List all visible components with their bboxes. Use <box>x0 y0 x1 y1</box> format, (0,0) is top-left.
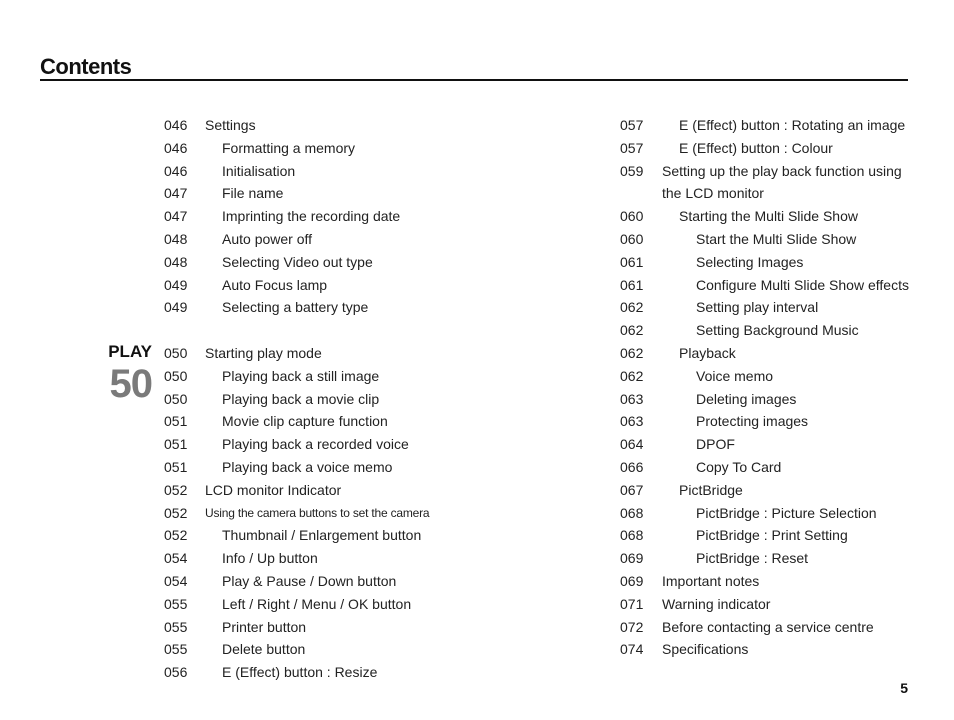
toc-entry[interactable] <box>620 160 920 183</box>
toc-entry[interactable] <box>164 296 584 319</box>
toc-entry-title: E (Effect) button : Rotating an image <box>679 117 906 133</box>
toc-entry-page: 050 <box>164 390 188 407</box>
toc-entry-title: Initialisation <box>222 162 296 179</box>
toc-entry[interactable] <box>620 205 920 228</box>
page-title: Contents <box>40 54 132 79</box>
toc-entry-page: 047 <box>164 185 188 202</box>
toc-entry-title: PictBridge : Reset <box>696 550 809 567</box>
toc-entry-page: 046 <box>164 162 188 179</box>
toc-entry[interactable] <box>620 251 920 274</box>
toc-entry-title: Deleting images <box>696 390 797 407</box>
toc-entry-page: 062 <box>620 367 644 384</box>
toc-entry-title: Playing back a voice memo <box>222 458 393 475</box>
toc-entry-title: Important notes <box>662 572 760 589</box>
toc-entry-title: Copy To Card <box>696 458 782 475</box>
toc-entry[interactable] <box>164 502 584 525</box>
toc-entry-title: Specifications <box>662 641 749 658</box>
toc-entry-page: 048 <box>164 230 188 247</box>
toc-entry-title: Delete button <box>222 641 306 658</box>
page-number: 5 <box>900 680 908 696</box>
toc-entry-page: 057 <box>620 139 644 156</box>
toc-entry-page: 055 <box>164 641 188 658</box>
toc-entry-title: Info / Up button <box>222 550 318 567</box>
toc-entry-page: 051 <box>164 458 188 475</box>
toc-entry-page: 061 <box>620 276 644 293</box>
toc-entry-page: 066 <box>620 458 644 475</box>
toc-entry-title: PictBridge : Print Setting <box>696 527 848 544</box>
toc-entry[interactable] <box>164 388 584 411</box>
toc-entry[interactable] <box>164 251 584 274</box>
toc-entry-page: 059 <box>620 162 644 179</box>
toc-entry[interactable] <box>620 410 920 433</box>
toc-entry[interactable] <box>620 182 920 205</box>
toc-entry[interactable] <box>620 593 920 616</box>
toc-entry[interactable] <box>164 182 584 205</box>
toc-entry-title: LCD monitor Indicator <box>205 481 342 498</box>
toc-entry-title: Printer button <box>222 618 307 635</box>
toc-entry-title: Settings <box>205 117 256 133</box>
toc-entry[interactable] <box>164 524 584 547</box>
toc-entry-title: Left / Right / Menu / OK button <box>222 595 412 612</box>
section-label: PLAY <box>108 342 152 361</box>
title-divider <box>40 79 908 81</box>
toc-entry-page: 049 <box>164 276 188 293</box>
toc-entry-title: DPOF <box>696 436 735 453</box>
toc-entry-page: 063 <box>620 390 644 407</box>
toc-entry-page: 068 <box>620 527 644 544</box>
toc-entry[interactable] <box>620 137 920 160</box>
toc-entry-title: Starting play mode <box>205 344 322 361</box>
toc-entry[interactable] <box>620 114 920 137</box>
toc-entry-page: 062 <box>620 344 644 361</box>
toc-entry-title: Setting Background Music <box>696 322 859 339</box>
toc-entry-title: Movie clip capture function <box>222 413 388 430</box>
toc-entry-page: 062 <box>620 299 644 316</box>
toc-entry-title: Auto power off <box>222 230 313 247</box>
toc-entry-page: 060 <box>620 208 644 225</box>
toc-entry[interactable] <box>164 205 584 228</box>
toc-entry-title: Playing back a recorded voice <box>222 436 409 453</box>
toc-entry[interactable] <box>620 319 920 342</box>
toc-entry-title: Configure Multi Slide Show effects <box>696 276 909 293</box>
toc-entry-page: 052 <box>164 504 188 521</box>
toc-entry-page: 060 <box>620 230 644 247</box>
toc-entry[interactable] <box>164 410 584 433</box>
toc-entry-title: E (Effect) button : Colour <box>679 139 833 156</box>
toc-entry-title: PictBridge <box>679 481 743 498</box>
toc-entry-title: Auto Focus lamp <box>222 276 328 293</box>
toc-right-column <box>620 114 920 661</box>
toc-entry-page: 054 <box>164 572 188 589</box>
toc-entry[interactable] <box>164 456 584 479</box>
toc-entry-page: 046 <box>164 139 188 156</box>
toc-entry-title: Selecting Images <box>696 253 804 270</box>
toc-entry-title: Start the Multi Slide Show <box>696 230 857 247</box>
toc-entry-page: 050 <box>164 344 188 361</box>
toc-entry-title: the LCD monitor <box>662 185 764 202</box>
toc-entry-title: Playing back a movie clip <box>222 390 380 407</box>
toc-entry-page: 052 <box>164 527 188 544</box>
toc-entry-page: 068 <box>620 504 644 521</box>
toc-entry[interactable] <box>620 388 920 411</box>
toc-entry-title: File name <box>222 185 284 202</box>
toc-entry[interactable] <box>164 570 584 593</box>
toc-entry[interactable] <box>620 479 920 502</box>
section-marker-play <box>98 342 152 406</box>
toc-entry[interactable] <box>164 479 584 502</box>
toc-entry-page: 069 <box>620 572 644 589</box>
toc-entry[interactable] <box>164 342 584 365</box>
toc-entry[interactable] <box>620 228 920 251</box>
toc-entry-title: Warning indicator <box>662 595 771 612</box>
toc-entry-title: Playback <box>679 344 736 361</box>
toc-entry-page: 064 <box>620 436 644 453</box>
toc-entry-page: 054 <box>164 550 188 567</box>
toc-entry-page: 055 <box>164 618 188 635</box>
toc-entry[interactable] <box>620 296 920 319</box>
toc-entry-page: 067 <box>620 481 644 498</box>
section-page-number: 50 <box>109 362 152 406</box>
toc-entry-title: Playing back a still image <box>222 367 380 384</box>
toc-entry[interactable] <box>620 616 920 639</box>
toc-entry[interactable] <box>620 365 920 388</box>
toc-entry-title: Imprinting the recording date <box>222 208 401 225</box>
toc-entry[interactable] <box>164 160 584 183</box>
toc-entry[interactable] <box>620 456 920 479</box>
toc-entry-page: 062 <box>620 322 644 339</box>
toc-entry-title: Selecting a battery type <box>222 299 369 316</box>
toc-entry[interactable] <box>164 593 584 616</box>
toc-entry-page: 057 <box>620 117 644 133</box>
toc-entry-page: 049 <box>164 299 188 316</box>
toc-entry-title: Setting play interval <box>696 299 819 316</box>
toc-entry[interactable] <box>164 433 584 456</box>
toc-entry-title: Play & Pause / Down button <box>222 572 397 589</box>
toc-entry[interactable] <box>164 274 584 297</box>
toc-entry[interactable] <box>620 502 920 525</box>
toc-entry-page: 063 <box>620 413 644 430</box>
toc-entry-title: E (Effect) button : Resize <box>222 664 378 681</box>
toc-entry[interactable] <box>164 638 584 661</box>
toc-entry[interactable] <box>164 547 584 570</box>
toc-entry-title: Starting the Multi Slide Show <box>679 208 858 225</box>
toc-entry-page: 071 <box>620 595 644 612</box>
toc-entry[interactable] <box>620 524 920 547</box>
toc-entry-title: Before contacting a service centre <box>662 618 874 635</box>
toc-entry[interactable] <box>620 342 920 365</box>
toc-entry[interactable] <box>620 547 920 570</box>
toc-entry[interactable] <box>620 433 920 456</box>
toc-entry[interactable] <box>164 661 584 684</box>
toc-entry-title: Formatting a memory <box>222 139 356 156</box>
toc-entry[interactable] <box>620 638 920 661</box>
toc-entry-page: 069 <box>620 550 644 567</box>
toc-entry[interactable] <box>164 616 584 639</box>
toc-entry-title: Selecting Video out type <box>222 253 373 270</box>
toc-entry-page: 072 <box>620 618 644 635</box>
toc-entry[interactable] <box>164 228 584 251</box>
toc-entry-title: PictBridge : Picture Selection <box>696 504 877 521</box>
toc-entry-title: Using the camera buttons to set the camera <box>205 505 430 520</box>
toc-entry-title: Protecting images <box>696 413 809 430</box>
toc-entry[interactable] <box>164 365 584 388</box>
toc-entry-page: 050 <box>164 367 188 384</box>
toc-entry[interactable] <box>620 274 920 297</box>
toc-entry[interactable] <box>164 137 584 160</box>
toc-entry-page: 056 <box>164 664 188 681</box>
toc-entry-page: 048 <box>164 253 188 270</box>
toc-entry-page: 047 <box>164 208 188 225</box>
toc-entry-page: 055 <box>164 595 188 612</box>
toc-entry[interactable] <box>164 114 584 137</box>
toc-entry-title: Setting up the play back function using <box>662 162 902 179</box>
toc-entry-title: Thumbnail / Enlargement button <box>222 527 422 544</box>
toc-entry-title: Voice memo <box>696 367 774 384</box>
toc-left-column <box>164 114 584 684</box>
toc-entry-page: 046 <box>164 117 188 133</box>
toc-entry-page: 061 <box>620 253 644 270</box>
toc-entry-page: 051 <box>164 413 188 430</box>
toc-entry-page: 051 <box>164 436 188 453</box>
toc-entry-page: 052 <box>164 481 188 498</box>
toc-entry[interactable] <box>620 570 920 593</box>
toc-entry-page: 074 <box>620 641 644 658</box>
